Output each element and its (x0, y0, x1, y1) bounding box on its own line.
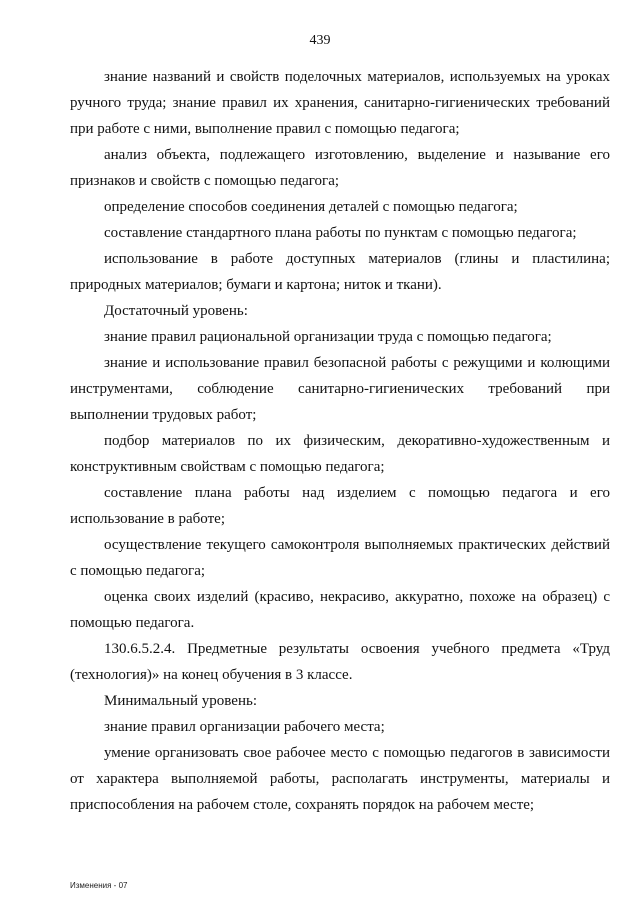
section-heading: Достаточный уровень: (104, 303, 248, 319)
paragraph: знание правил рациональной организации труда с помощью педагога; (104, 329, 552, 345)
document-body (70, 64, 610, 818)
paragraph: знание и использование правил безопасной работы с режущими и колющими инструментами, соблюдение санитарно-гигиенических требований при выполнении трудовых работ; (70, 355, 610, 423)
paragraph: умение организовать свое рабочее место с помощью педагогов в зависимости от характера выполняемой работы, располагать инструменты, материалы и приспособления на рабочем столе, сохранять порядок на рабочем месте; (70, 745, 610, 813)
paragraph: знание названий и свойств поделочных материалов, используемых на уроках ручного труда; знание правил их хранения, санитарно-гигиенических требований при работе с ними, выполнение правил с помощью педагога; (70, 69, 610, 137)
paragraph: знание правил организации рабочего места; (104, 719, 385, 735)
paragraph: составление стандартного плана работы по пунктам с помощью педагога; (104, 225, 577, 241)
paragraph: подбор материалов по их физическим, декоративно-художественным и конструктивным свойствам с помощью педагога; (70, 433, 610, 475)
paragraph: использование в работе доступных материалов (глины и пластилина; природных материалов; бумаги и картона; ниток и ткани). (70, 251, 610, 293)
paragraph: оценка своих изделий (красиво, некрасиво, аккуратно, похоже на образец) с помощью педагога. (70, 589, 610, 631)
paragraph: составление плана работы над изделием с помощью педагога и его использование в работе; (70, 485, 610, 527)
footer-revision-note: Изменения - 07 (70, 881, 128, 890)
paragraph: определение способов соединения деталей с помощью педагога; (104, 199, 518, 215)
paragraph: анализ объекта, подлежащего изготовлению, выделение и называние его признаков и свойств с помощью педагога; (70, 147, 610, 189)
section-heading: Минимальный уровень: (104, 693, 257, 709)
page-number: 439 (309, 33, 331, 48)
clause-heading: 130.6.5.2.4. Предметные результаты освоения учебного предмета «Труд (технология)» на конец обучения в 3 классе. (70, 641, 610, 683)
paragraph: осуществление текущего самоконтроля выполняемых практических действий с помощью педагога; (70, 537, 610, 579)
